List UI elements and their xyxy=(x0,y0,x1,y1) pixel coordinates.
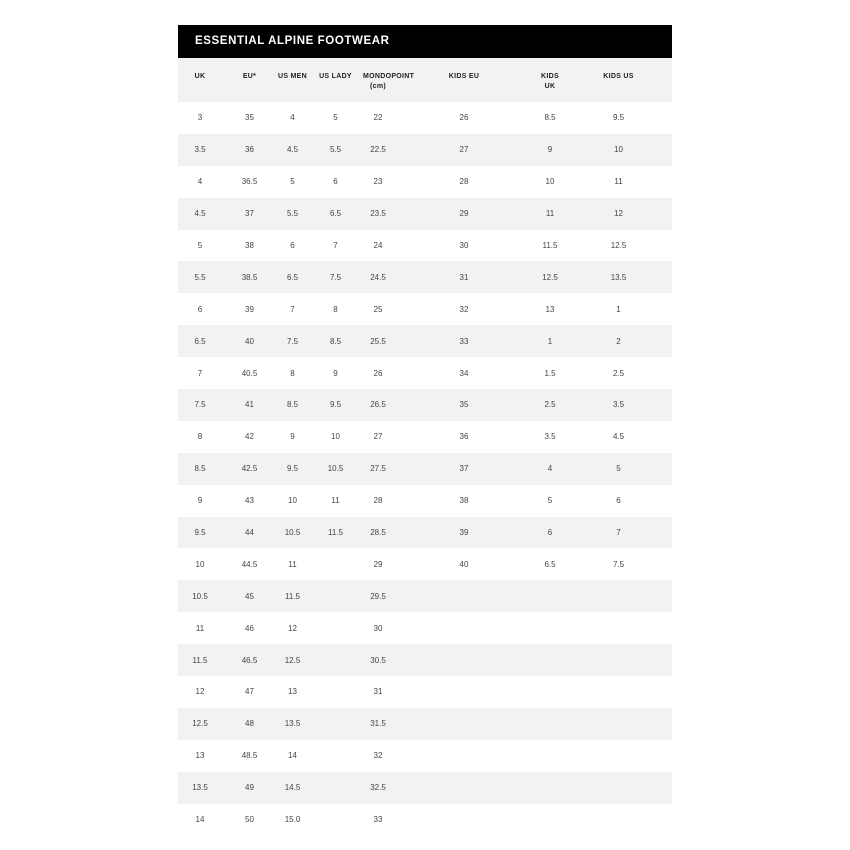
cell-us-men: 10.5 xyxy=(284,528,301,538)
cell-us-lady: 7 xyxy=(333,241,338,250)
cell-us-men: 5.5 xyxy=(286,209,299,219)
cell-kids-eu: 34 xyxy=(459,368,469,378)
cell-mondopoint: 29.5 xyxy=(370,591,386,601)
cell-kids-eu xyxy=(393,772,535,804)
cell-eu: 50 xyxy=(245,815,254,825)
cell-uk: 8 xyxy=(197,432,203,442)
cell-kids-eu xyxy=(393,580,535,612)
cell-kids-us: 5 xyxy=(616,464,621,474)
cell-mondopoint: 25.5 xyxy=(370,336,386,346)
cell-us-men: 11 xyxy=(288,559,297,569)
cell-us-lady: 5 xyxy=(333,113,338,123)
cell-us-lady: 11.5 xyxy=(328,528,343,538)
cell-kids-us xyxy=(565,804,672,836)
cell-kids-us xyxy=(565,612,672,644)
cell-us-men: 8.5 xyxy=(286,400,299,410)
table-row xyxy=(178,293,672,325)
cell-kids-uk xyxy=(535,708,565,740)
cell-kids-us xyxy=(565,644,672,676)
cell-uk: 8.5 xyxy=(194,464,206,474)
table-row xyxy=(178,612,672,644)
cell-us-lady xyxy=(308,644,363,676)
cell-us-lady xyxy=(308,612,363,644)
cell-eu: 35 xyxy=(245,113,254,123)
cell-mondopoint: 29 xyxy=(373,559,383,569)
cell-kids-us: 4.5 xyxy=(612,432,625,442)
cell-kids-us: 6 xyxy=(616,496,621,506)
cell-us-lady xyxy=(308,804,363,836)
cell-kids-eu xyxy=(393,676,535,708)
header-kids-uk: KIDS UK xyxy=(541,73,559,90)
cell-mondopoint: 30.5 xyxy=(370,655,386,665)
cell-uk: 6.5 xyxy=(194,336,206,346)
cell-eu: 46.5 xyxy=(241,655,258,665)
cell-mondopoint: 32 xyxy=(373,751,383,761)
cell-uk: 13 xyxy=(195,751,205,761)
table-row xyxy=(178,517,672,549)
cell-us-men: 9 xyxy=(290,432,295,442)
cell-kids-uk xyxy=(535,580,565,612)
cell-kids-uk: 1 xyxy=(547,336,553,346)
cell-us-lady xyxy=(308,772,363,804)
cell-kids-us: 2.5 xyxy=(612,368,625,378)
cell-us-men: 15.0 xyxy=(284,815,301,825)
cell-us-men: 8 xyxy=(290,368,295,378)
cell-uk: 7.5 xyxy=(194,400,206,410)
cell-eu: 43 xyxy=(245,496,254,506)
cell-mondopoint: 28.5 xyxy=(370,528,386,538)
cell-uk: 11.5 xyxy=(192,655,208,665)
cell-us-lady: 6.5 xyxy=(329,209,342,219)
cell-kids-us xyxy=(565,580,672,612)
cell-uk: 3 xyxy=(197,113,203,123)
cell-us-men: 6 xyxy=(290,241,295,250)
cell-kids-us: 9.5 xyxy=(612,113,625,123)
cell-uk: 5 xyxy=(197,241,203,250)
cell-kids-uk: 1.5 xyxy=(544,368,556,378)
cell-mondopoint: 22 xyxy=(373,113,383,123)
cell-uk: 11 xyxy=(195,623,205,633)
cell-us-men: 7.5 xyxy=(286,336,299,346)
cell-us-men: 13.5 xyxy=(284,719,301,729)
cell-uk: 4 xyxy=(197,177,203,187)
cell-mondopoint: 22.5 xyxy=(370,145,386,155)
cell-kids-eu: 27 xyxy=(459,145,469,155)
cell-eu: 42 xyxy=(245,432,254,442)
cell-mondopoint: 23 xyxy=(373,177,383,187)
cell-us-lady: 9 xyxy=(333,368,338,378)
cell-us-men: 13 xyxy=(288,687,297,697)
cell-mondopoint: 26 xyxy=(373,368,383,378)
cell-us-men: 12.5 xyxy=(284,655,301,665)
cell-kids-uk xyxy=(535,740,565,772)
cell-kids-uk xyxy=(535,612,565,644)
cell-kids-eu xyxy=(393,708,535,740)
cell-us-men: 9.5 xyxy=(286,464,299,474)
cell-mondopoint: 31 xyxy=(373,687,383,697)
cell-kids-eu: 32 xyxy=(459,304,469,314)
table-row xyxy=(178,772,672,804)
header-row xyxy=(178,58,672,102)
cell-kids-us xyxy=(565,740,672,772)
cell-kids-eu xyxy=(393,804,535,836)
cell-kids-us xyxy=(565,772,672,804)
cell-kids-us: 3.5 xyxy=(612,400,625,410)
cell-eu: 38 xyxy=(245,241,254,250)
cell-eu: 42.5 xyxy=(241,464,258,474)
table-row xyxy=(178,676,672,708)
header-us-lady: US LADY xyxy=(319,73,352,80)
cell-uk: 12.5 xyxy=(192,719,208,729)
cell-eu: 47 xyxy=(245,687,254,697)
cell-us-men: 4.5 xyxy=(286,145,299,155)
table-row xyxy=(178,261,672,293)
cell-us-men: 11.5 xyxy=(285,591,300,601)
cell-us-lady: 7.5 xyxy=(329,272,342,282)
cell-us-lady xyxy=(308,708,363,740)
cell-eu: 40.5 xyxy=(241,368,258,378)
table-row xyxy=(178,421,672,453)
table-row xyxy=(178,485,672,517)
cell-eu: 45 xyxy=(245,591,254,601)
cell-us-lady xyxy=(308,676,363,708)
cell-kids-uk: 10 xyxy=(545,177,555,187)
cell-eu: 44 xyxy=(245,528,254,538)
cell-uk: 12 xyxy=(195,687,205,697)
cell-kids-uk: 6.5 xyxy=(544,559,556,569)
table-row xyxy=(178,548,672,580)
cell-uk: 3.5 xyxy=(194,145,206,155)
cell-uk: 5.5 xyxy=(194,272,206,282)
table-row xyxy=(178,230,672,262)
cell-us-men: 14 xyxy=(288,751,297,761)
table-row xyxy=(178,708,672,740)
cell-us-men: 4 xyxy=(290,113,295,123)
table-row xyxy=(178,198,672,230)
table-body xyxy=(178,102,672,835)
cell-us-lady: 8 xyxy=(333,304,338,314)
cell-us-men: 10 xyxy=(288,496,297,506)
cell-mondopoint: 26.5 xyxy=(370,400,386,410)
cell-uk: 14 xyxy=(195,815,205,825)
cell-uk: 13.5 xyxy=(192,783,208,793)
cell-kids-uk: 9 xyxy=(547,145,553,155)
cell-kids-us: 7.5 xyxy=(612,559,625,569)
cell-uk: 9.5 xyxy=(194,528,206,538)
table-row xyxy=(178,453,672,485)
cell-kids-uk: 3.5 xyxy=(544,432,556,442)
cell-kids-uk: 5 xyxy=(547,496,553,506)
cell-mondopoint: 31.5 xyxy=(370,719,386,729)
cell-us-men: 12 xyxy=(288,623,297,633)
cell-uk: 4.5 xyxy=(194,209,206,219)
cell-kids-eu: 40 xyxy=(459,559,469,569)
cell-mondopoint: 33 xyxy=(373,815,383,825)
cell-kids-us: 12 xyxy=(614,209,623,219)
cell-mondopoint: 24.5 xyxy=(370,272,386,282)
cell-uk: 9 xyxy=(197,496,203,506)
cell-us-lady: 9.5 xyxy=(329,400,342,410)
cell-kids-eu xyxy=(393,644,535,676)
cell-mondopoint: 28 xyxy=(373,496,383,506)
cell-eu: 46 xyxy=(245,623,254,633)
cell-us-men: 5 xyxy=(290,177,295,187)
cell-kids-uk xyxy=(535,676,565,708)
cell-eu: 48.5 xyxy=(241,751,258,761)
cell-eu: 36.5 xyxy=(241,177,258,187)
cell-kids-us: 1 xyxy=(616,304,621,314)
table-row xyxy=(178,740,672,772)
cell-mondopoint: 27.5 xyxy=(370,464,386,474)
cell-eu: 49 xyxy=(245,783,254,793)
size-chart xyxy=(178,25,672,835)
table-row xyxy=(178,580,672,612)
cell-kids-us: 10 xyxy=(614,145,623,155)
cell-kids-uk: 12.5 xyxy=(542,272,558,282)
cell-eu: 39 xyxy=(245,304,254,314)
header-mondopoint: MONDOPOINT (cm) xyxy=(363,73,415,90)
cell-kids-eu: 30 xyxy=(459,241,469,250)
cell-kids-eu xyxy=(393,612,535,644)
cell-kids-us: 2 xyxy=(616,336,621,346)
cell-us-lady: 8.5 xyxy=(329,336,342,346)
cell-us-lady: 11 xyxy=(331,496,340,506)
cell-us-lady: 6 xyxy=(333,177,338,187)
chart-title: ESSENTIAL ALPINE FOOTWEAR xyxy=(178,25,672,58)
cell-kids-uk: 11.5 xyxy=(542,241,558,250)
table-row xyxy=(178,389,672,421)
table-row xyxy=(178,102,672,134)
header-kids-us: KIDS US xyxy=(603,73,634,80)
header-kids-eu: KIDS EU xyxy=(448,73,480,80)
cell-kids-us: 13.5 xyxy=(610,272,627,282)
cell-kids-eu: 29 xyxy=(459,209,469,219)
cell-eu: 41 xyxy=(245,400,254,410)
cell-eu: 36 xyxy=(245,145,254,155)
table-row xyxy=(178,134,672,166)
cell-kids-uk: 11 xyxy=(545,209,555,219)
cell-mondopoint: 24 xyxy=(373,241,383,250)
cell-mondopoint: 23.5 xyxy=(370,209,386,219)
cell-kids-eu: 38 xyxy=(459,496,469,506)
cell-kids-uk xyxy=(535,644,565,676)
table-row xyxy=(178,357,672,389)
cell-kids-eu xyxy=(393,740,535,772)
cell-kids-eu: 33 xyxy=(459,336,469,346)
size-table xyxy=(178,58,672,835)
cell-eu: 48 xyxy=(245,719,254,729)
cell-kids-uk xyxy=(535,772,565,804)
cell-eu: 44.5 xyxy=(241,559,258,569)
cell-us-lady xyxy=(308,580,363,612)
cell-kids-us xyxy=(565,708,672,740)
cell-kids-uk: 6 xyxy=(547,528,553,538)
cell-us-lady: 10 xyxy=(331,432,340,442)
header-uk: UK xyxy=(194,73,206,80)
table-row xyxy=(178,166,672,198)
cell-kids-uk xyxy=(535,804,565,836)
cell-us-lady xyxy=(308,548,363,580)
cell-kids-uk: 13 xyxy=(545,304,555,314)
cell-mondopoint: 30 xyxy=(373,623,383,633)
cell-kids-uk: 2.5 xyxy=(544,400,556,410)
table-row xyxy=(178,325,672,357)
cell-kids-us: 12.5 xyxy=(610,241,627,250)
cell-kids-uk: 8.5 xyxy=(544,113,556,123)
cell-kids-eu: 31 xyxy=(459,272,469,282)
cell-kids-eu: 26 xyxy=(459,113,469,123)
cell-kids-us xyxy=(565,676,672,708)
cell-kids-eu: 39 xyxy=(459,528,469,538)
cell-us-men: 6.5 xyxy=(286,272,299,282)
cell-mondopoint: 27 xyxy=(373,432,383,442)
cell-kids-uk: 4 xyxy=(547,464,553,474)
cell-uk: 6 xyxy=(197,304,203,314)
header-eu: EU* xyxy=(242,73,257,80)
cell-us-lady: 5.5 xyxy=(329,145,342,155)
cell-us-lady xyxy=(308,740,363,772)
cell-kids-us: 11 xyxy=(614,177,623,187)
cell-kids-eu: 37 xyxy=(459,464,469,474)
cell-uk: 7 xyxy=(197,368,203,378)
cell-kids-us: 7 xyxy=(616,528,621,538)
table-row xyxy=(178,644,672,676)
cell-us-men: 14.5 xyxy=(284,783,301,793)
cell-kids-eu: 35 xyxy=(459,400,469,410)
table-row xyxy=(178,804,672,836)
cell-uk: 10 xyxy=(195,559,205,569)
cell-uk: 10.5 xyxy=(192,591,208,601)
cell-mondopoint: 25 xyxy=(373,304,383,314)
cell-eu: 37 xyxy=(245,209,254,219)
cell-kids-eu: 36 xyxy=(459,432,469,442)
cell-eu: 38.5 xyxy=(241,272,258,282)
cell-kids-eu: 28 xyxy=(459,177,469,187)
header-us-men: US MEN xyxy=(277,73,308,80)
cell-eu: 40 xyxy=(245,336,254,346)
cell-mondopoint: 32.5 xyxy=(370,783,386,793)
cell-us-lady: 10.5 xyxy=(327,464,344,474)
cell-us-men: 7 xyxy=(290,304,295,314)
